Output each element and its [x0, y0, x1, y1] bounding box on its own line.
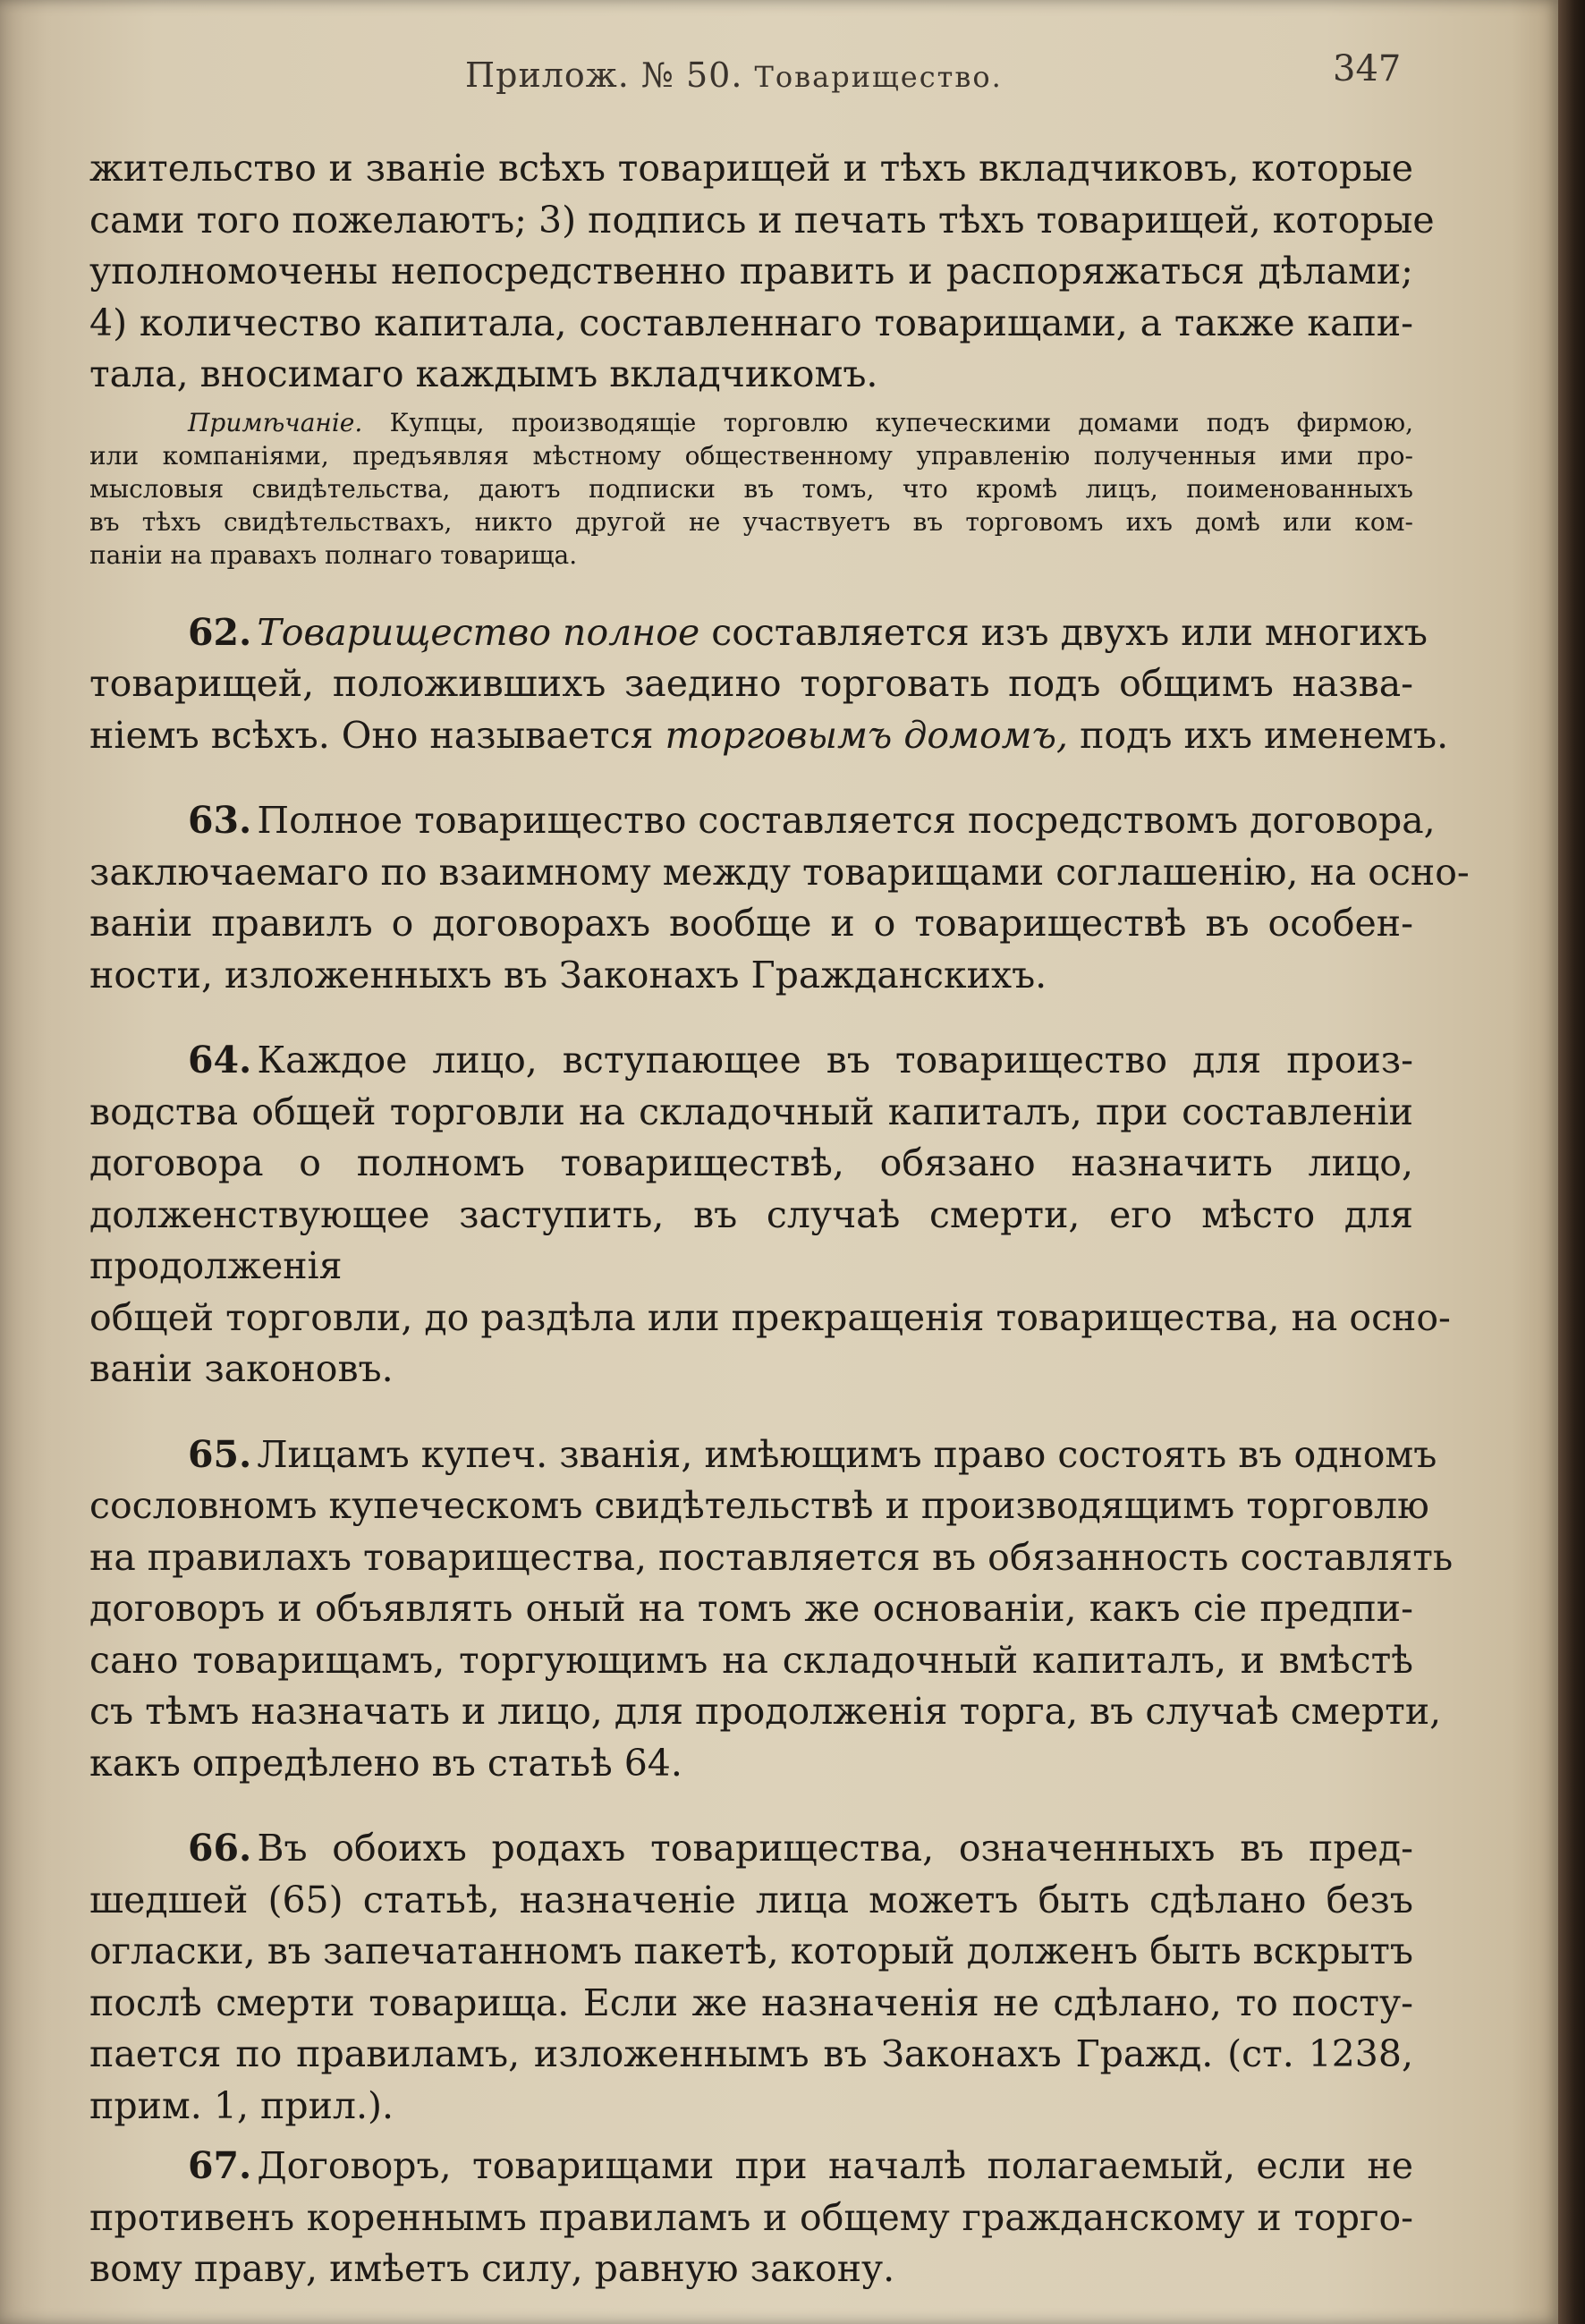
text-line: какъ опредѣлено въ статьѣ 64. — [89, 1741, 682, 1785]
text-line: уполномочены непосредственно править и распоряжаться дѣлами; — [89, 250, 1413, 293]
article-number: 66. — [188, 1827, 252, 1870]
article-number: 62. — [188, 610, 252, 654]
text-line: 62. Товарищество полное составляется изъ двухъ или многихъ — [188, 610, 1428, 654]
text-line: прим. 1, прил.). — [89, 2083, 394, 2127]
note-line: паніи на правахъ полнаго товарища. — [89, 539, 578, 570]
text-line: 64. Каждое лицо, вступающее въ товарищество для произ- — [188, 1039, 1413, 1081]
text-line: ніемъ всѣхъ. Оно называется торговымъ домомъ, подъ ихъ именемъ. — [89, 713, 1449, 757]
text-line: договоръ и объявлять оный на томъ же основаніи, какъ сіе предпи- — [89, 1587, 1413, 1630]
text-line: послѣ смерти товарища. Если же назначенія не сдѣлано, то посту- — [89, 1980, 1413, 2024]
article-62 — [89, 607, 1449, 762]
article-66 — [89, 1823, 1413, 2132]
running-title-word: Товарищество. — [754, 60, 1003, 94]
intro-paragraph — [89, 143, 1435, 401]
text-line: ваніи правилъ о договорахъ вообще и о товариществѣ въ особен- — [89, 902, 1413, 945]
text-line: договора о полномъ товариществѣ, обязано назначить лицо, долженствующее заступить, въ случаѣ смерти, его мѣсто для продолженія — [89, 1141, 1413, 1287]
text-line: противенъ кореннымъ правиламъ и общему гражданскому и торго- — [89, 2195, 1413, 2239]
text-line: огласки, въ запечатанномъ пакетѣ, который долженъ быть вскрытъ — [89, 1930, 1413, 1972]
text-line: сано товарищамъ, торгующимъ на складочный капиталъ, и вмѣстѣ — [89, 1638, 1413, 1682]
article-number: 63. — [188, 799, 252, 842]
text-line: съ тѣмъ назначать и лицо, для продолженія торга, въ случаѣ смерти, — [89, 1690, 1442, 1733]
text-line: пается по правиламъ, изложеннымъ въ Законахъ Гражд. (ст. 1238, — [89, 2032, 1413, 2075]
text-line: сами того пожелаютъ; 3) подпись и печать тѣхъ товарищей, которые — [89, 198, 1435, 242]
article-number: 64. — [188, 1039, 252, 1081]
text-line: 66. Въ обоихъ родахъ товарищества, означенныхъ въ пред- — [188, 1827, 1413, 1870]
text-line: 67. Договоръ, товарищами при началѣ полагаемый, если не — [188, 2144, 1413, 2187]
note-line: Примѣчаніе. Купцы, производящіе торговлю купеческими домами подъ фирмою, — [188, 407, 1413, 437]
article-64 — [89, 1035, 1451, 1395]
text-line: жительство и званіе всѣхъ товарищей и тѣхъ вкладчиковъ, которые — [89, 147, 1413, 190]
page-body — [89, 143, 1470, 2295]
running-header — [0, 43, 1558, 115]
footnote-remark — [89, 406, 1413, 572]
running-title — [465, 55, 1003, 95]
article-number: 67. — [188, 2144, 252, 2187]
article-63 — [89, 795, 1470, 1001]
text-line: вому праву, имѣетъ силу, равную закону. — [89, 2247, 895, 2290]
text-line: шедшей (65) статьѣ, назначеніе лица можетъ быть сдѣлано безъ — [89, 1878, 1413, 1921]
article-67 — [89, 2141, 1413, 2295]
article-65 — [89, 1429, 1454, 1790]
note-line: или компаніями, предъявляя мѣстному общественному управленію полученныя ими про- — [89, 440, 1413, 471]
text-line: ваніи законовъ. — [89, 1347, 394, 1390]
article-number: 65. — [188, 1432, 252, 1476]
text-line: ности, изложенныхъ въ Законахъ Гражданскихъ. — [89, 953, 1047, 997]
text-line: на правилахъ товарищества, поставляется въ обязанность составлять — [89, 1535, 1454, 1579]
note-line: въ тѣхъ свидѣтельствахъ, никто другой не участвуетъ въ торговомъ ихъ домѣ или ком- — [89, 506, 1413, 537]
text-line: товарищей, положившихъ заедино торговать подъ общимъ назва- — [89, 662, 1413, 705]
page-number: 347 — [1333, 48, 1402, 89]
text-line: общей торговли, до раздѣла или прекращенія товарищества, на осно- — [89, 1295, 1451, 1339]
text-line: заключаемаго по взаимному между товарищами соглашенію, на осно- — [89, 850, 1470, 894]
text-line: 63. Полное товарищество составляется посредствомъ договора, — [188, 799, 1436, 842]
running-title-prefix: Прилож. № 50. — [465, 55, 743, 95]
text-line: сословномъ купеческомъ свидѣтельствѣ и производящимъ торговлю — [89, 1484, 1429, 1527]
text-line: 4) количество капитала, составленнаго товарищами, а также капи- — [89, 301, 1413, 344]
book-spine-edge — [1558, 0, 1585, 2324]
note-line: мысловыя свидѣтельства, даютъ подписки въ томъ, что кромѣ лицъ, поименованныхъ — [89, 473, 1413, 504]
text-line: водства общей торговли на складочный капиталъ, при составленіи — [89, 1090, 1413, 1133]
text-line: тала, вносимаго каждымъ вкладчикомъ. — [89, 352, 878, 395]
text-line: 65. Лицамъ купеч. званія, имѣющимъ право состоять въ одномъ — [188, 1432, 1437, 1476]
note-label: Примѣчаніе. — [188, 407, 363, 437]
